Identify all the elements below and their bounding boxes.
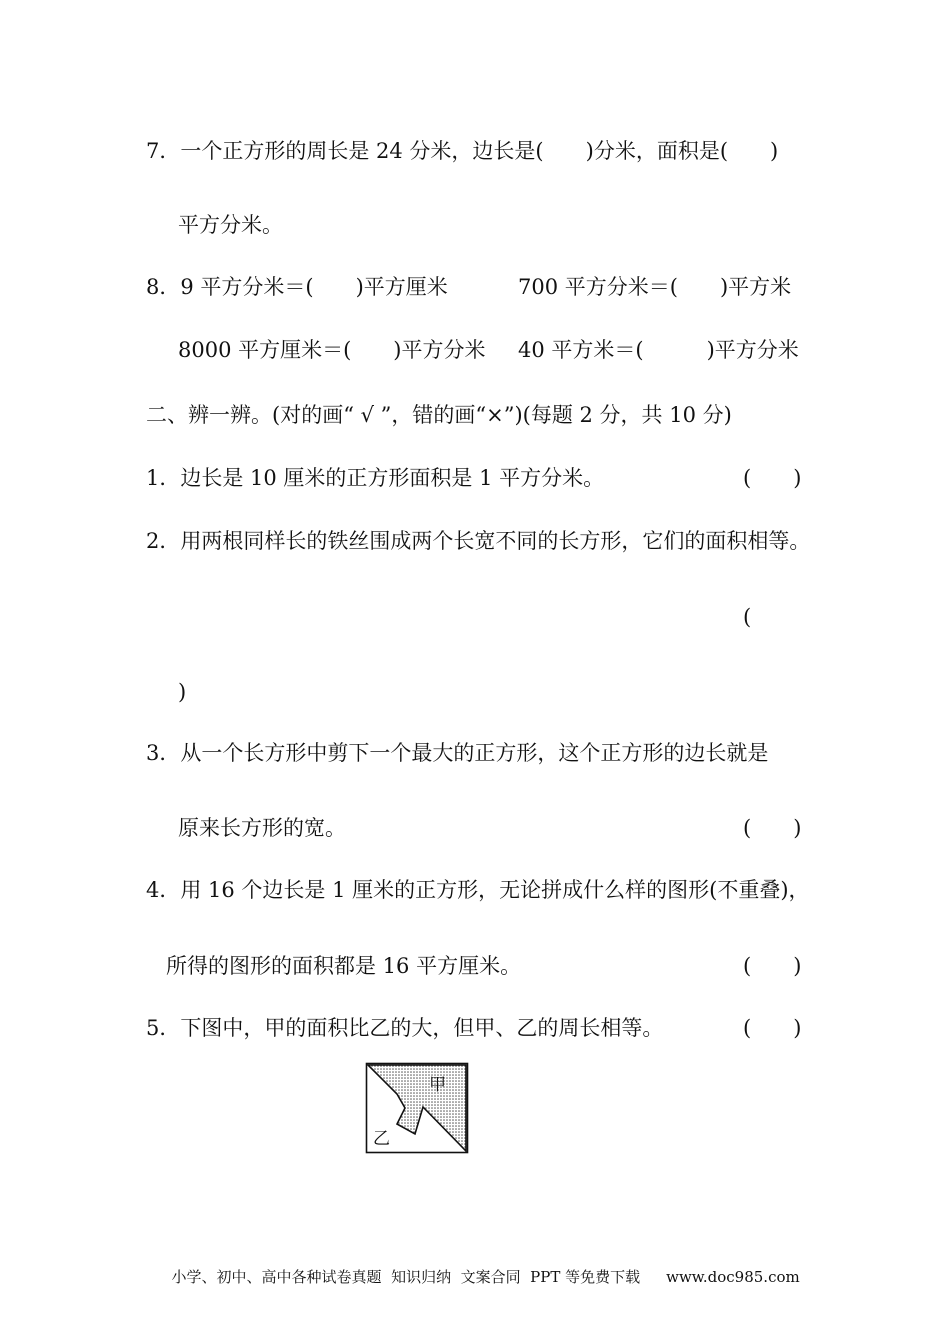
- footer-text: 小学、初中、高中各种试卷真题 知识归纳 文案合同 PPT 等免费下载: [171, 1268, 641, 1286]
- judge-q5-answer-paren[interactable]: ( ): [743, 1016, 802, 1040]
- judge-q3-line1: 3．从一个长方形中剪下一个最大的正方形，这个正方形的边长就是: [146, 741, 769, 765]
- footer-url-link[interactable]: www.doc985.com: [666, 1268, 800, 1286]
- judge-q1-answer-paren[interactable]: ( ): [743, 466, 802, 490]
- judge-q5: 5．下图中，甲的面积比乙的大，但甲、乙的周长相等。: [146, 1016, 664, 1040]
- q8-line1-a: 8．9 平方分米＝( )平方厘米: [146, 275, 448, 299]
- section2-heading: 二、辨一辨。(对的画“ √ ”，错的画“×”)(每题 2 分，共 10 分): [146, 403, 732, 427]
- judge-q4-answer-paren[interactable]: ( ): [743, 954, 802, 978]
- judge-q2-answer-paren-close: ): [178, 680, 187, 704]
- q8-line2-b: 40 平方米＝( )平方分米: [518, 338, 799, 362]
- q7-line1: 7．一个正方形的周长是 24 分米，边长是( )分米，面积是( ): [146, 139, 779, 163]
- label-jia: 甲: [429, 1075, 446, 1095]
- judge-q3-line2: 原来长方形的宽。: [178, 816, 346, 840]
- q8-line1-b: 700 平方分米＝( )平方米: [518, 275, 792, 299]
- judge-q1: 1．边长是 10 厘米的正方形面积是 1 平方分米。: [146, 466, 605, 490]
- judge-q4-line2: 所得的图形的面积都是 16 平方厘米。: [166, 954, 522, 978]
- square-figure-jia-yi: [365, 1062, 471, 1156]
- q7-line2: 平方分米。: [178, 213, 283, 237]
- page-footer: [162, 1244, 800, 1288]
- judge-q3-answer-paren[interactable]: ( ): [743, 816, 802, 840]
- q8-line2-a: 8000 平方厘米＝( )平方分米: [178, 338, 486, 362]
- judge-q2: 2．用两根同样长的铁丝围成两个长宽不同的长方形，它们的面积相等。: [146, 529, 811, 553]
- label-yi: 乙: [373, 1129, 390, 1149]
- judge-q2-answer-paren-open[interactable]: (: [743, 605, 752, 629]
- judge-q4-line1: 4．用 16 个边长是 1 厘米的正方形，无论拼成什么样的图形(不重叠)，: [146, 878, 810, 902]
